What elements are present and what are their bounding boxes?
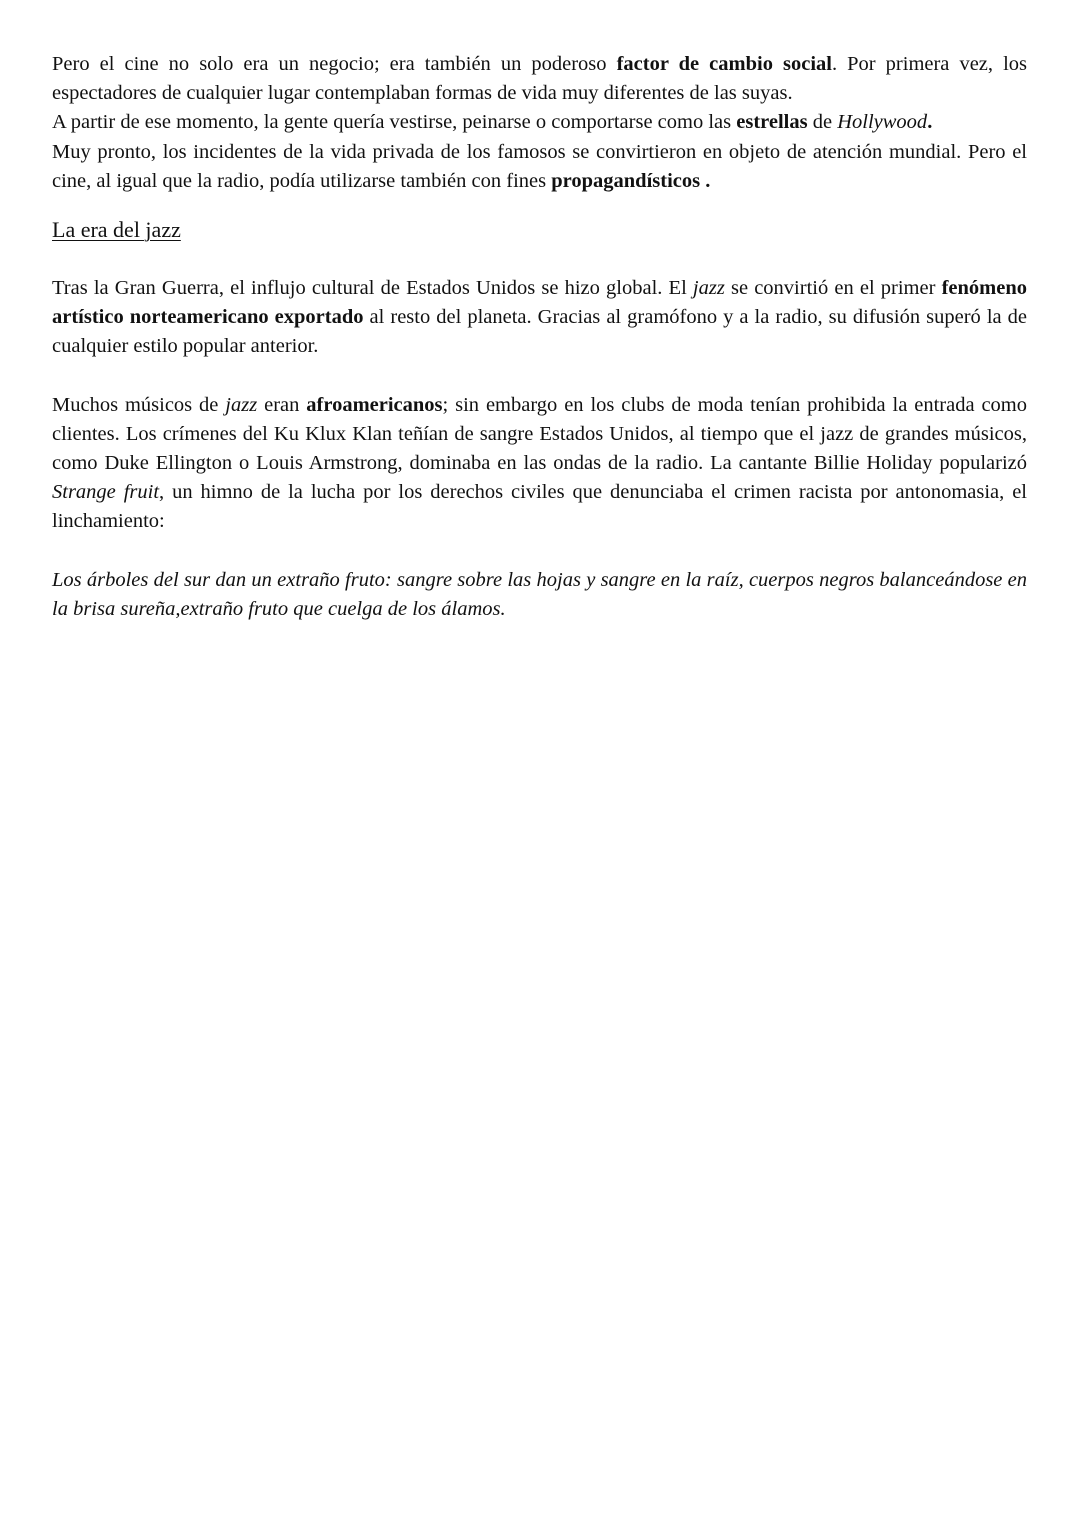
text-run: de bbox=[807, 111, 838, 134]
text-run: ; sin embargo en los clubs de moda tenían prohibida la entrada como clientes. Los crímenes del Ku Klux Klan teñían de sangre Estados Unidos, al tiempo que el jazz de grandes músicos, como Duke Ellington o Louis Armstrong, dominaba en las ondas de la radio. La cantante Billie Holiday popularizó bbox=[52, 393, 1027, 475]
text-run: Pero el cine no solo era un negocio; era también un poderoso bbox=[52, 53, 617, 75]
text-run: A partir de ese momento, la gente quería vestirse, peinarse o comportarse como las bbox=[52, 111, 737, 134]
italic-term-jazz: jazz bbox=[225, 393, 258, 416]
quote-text: Los árboles del sur dan un extraño fruto: sangre sobre las hojas y sangre en la raíz, cuerpos negros balanceándose en la brisa sureña,extraño fruto que cuelga de los álamos. bbox=[52, 568, 1027, 620]
bold-term-factor-cambio-social: factor de cambio social bbox=[616, 53, 832, 75]
bold-term-afroamericanos: afroamericanos bbox=[306, 393, 443, 416]
paragraph-musicos-afroamericanos bbox=[52, 391, 1027, 537]
paragraph-estrellas-hollywood bbox=[52, 108, 1027, 137]
italic-term-jazz: jazz bbox=[692, 277, 725, 300]
paragraph-cine-cambio-social bbox=[52, 50, 1027, 108]
section-heading-era-del-jazz: La era del jazz bbox=[52, 217, 181, 243]
italic-term-hollywood: Hollywood bbox=[837, 111, 928, 134]
italic-title-strange-fruit: Strange fruit bbox=[52, 481, 160, 504]
bold-term-propagandisticos: propagandísticos . bbox=[551, 169, 711, 192]
text-run: eran bbox=[257, 393, 307, 416]
text-run: se convirtió en el primer bbox=[724, 277, 942, 300]
paragraph-jazz-global bbox=[52, 274, 1027, 362]
text-run: , un himno de la lucha por los derechos civiles que denunciaba el crimen racista por antonomasia, el linchamiento: bbox=[52, 481, 1028, 533]
bold-term-estrellas: estrellas bbox=[736, 111, 808, 134]
paragraph-famosos-propaganda bbox=[52, 138, 1027, 196]
text-run: Tras la Gran Guerra, el influjo cultural de Estados Unidos se hizo global. El bbox=[52, 277, 693, 300]
text-run: al resto del planeta. Gracias al gramófono y a la radio, su difusión superó la de cualquier estilo popular anterior. bbox=[52, 306, 1027, 358]
document-page bbox=[52, 50, 1027, 624]
text-run: . Por primera vez, los espectadores de cualquier lugar contemplaban formas de vida muy diferentes de las suyas. bbox=[52, 53, 1028, 105]
bold-period: . bbox=[927, 111, 933, 134]
quote-strange-fruit bbox=[52, 566, 1027, 624]
bold-term-fenomeno-artistico: fenómeno artístico norteamericano exportado bbox=[52, 277, 1027, 329]
text-run: Muy pronto, los incidentes de la vida privada de los famosos se convirtieron en objeto de atención mundial. Pero el cine, al igual que la radio, podía utilizarse también con fines bbox=[52, 140, 1027, 192]
text-run: Muchos músicos de bbox=[52, 393, 226, 416]
